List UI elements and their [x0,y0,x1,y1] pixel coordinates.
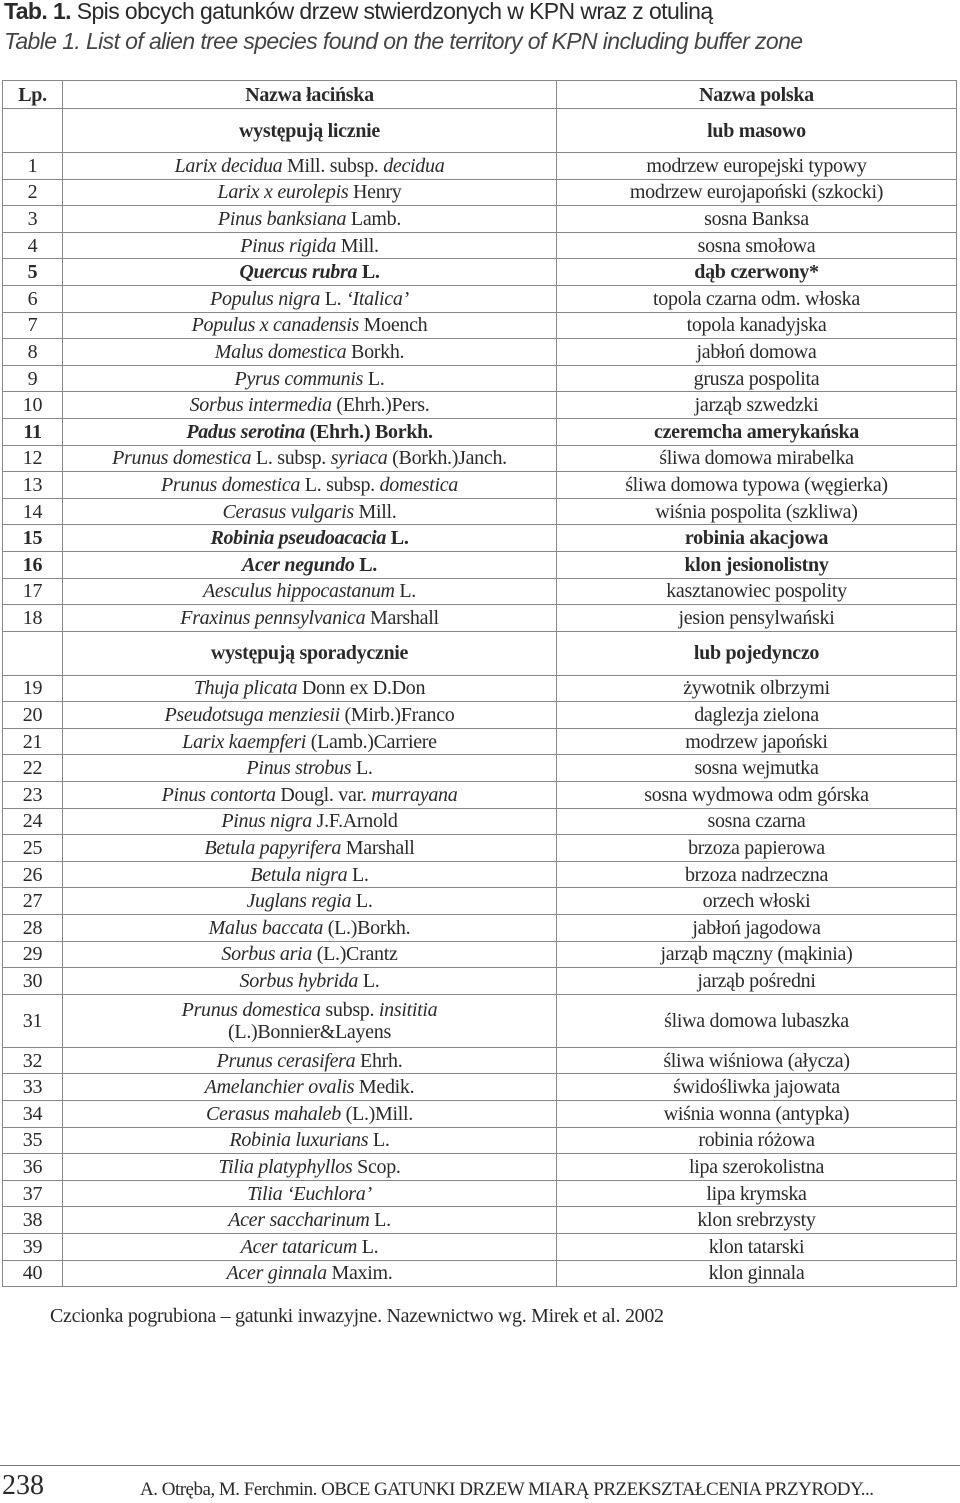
latin-name-italic-part: Aesculus hippocastanum [202,580,395,603]
row-number: 35 [3,1127,63,1154]
table-row [3,915,957,942]
polish-name: sosna smołowa [557,232,957,259]
polish-name: świdośliwka jajowata [557,1074,957,1101]
polish-name: modrzew eurojapoński (szkocki) [557,179,957,206]
latin-name-italic-part: Pinus rigida [240,234,337,257]
latin-name-author-part: Marshall [365,606,439,629]
table-row [3,551,957,578]
latin-name-author-part: L. [354,553,377,576]
polish-name: brzoza papierowa [557,835,957,862]
header-latin-name: Nazwa łacińska [63,81,557,109]
latin-name-author-part: L. [363,367,385,390]
polish-name: czeremcha amerykańska [557,418,957,445]
latin-name-italic-part: Larix x eurolepis [217,181,349,204]
polish-name: kasztanowiec pospolity [557,578,957,605]
latin-name-author-part: (L.)Bonnier&Layens [228,1020,391,1043]
latin-name-author-part: Donn ex D.Don [297,677,426,700]
latin-name-italic-part: Prunus domestica [112,447,252,470]
row-number: 21 [3,728,63,755]
latin-name-italic-part: Acer ginnala [226,1262,327,1285]
latin-name-italic-part: Sorbus aria [221,943,313,966]
latin-name-author-part: Scop. [352,1155,401,1178]
latin-name-author-part: (Lamb.)Carriere [306,730,437,753]
latin-name-italic-part: Larix decidua [174,154,283,177]
latin-name [63,675,557,702]
latin-name [63,179,557,206]
latin-name-italic-part: Padus serotina [186,420,305,443]
latin-name-italic-part: Prunus domestica [181,998,321,1021]
latin-name-italic-part: Sorbus hybrida [239,970,359,993]
latin-name-author-part: Marshall [341,837,415,860]
row-number: 1 [3,153,63,180]
latin-name-author-part: L. [351,757,373,780]
latin-name-italic-part: insititia [378,998,438,1021]
table-row [3,1154,957,1181]
polish-name: lipa szerokolistna [557,1154,957,1181]
running-title: A. Otręba, M. Ferchmin. OBCE GATUNKI DRZEW MIARĄ PRZEKSZTAŁCENIA PRZYRODY... [140,1479,874,1500]
row-number: 2 [3,179,63,206]
latin-name-italic-part: Pinus strobus [246,757,352,780]
section-polish-label: lub masowo [557,109,957,153]
table-row [3,1207,957,1234]
polish-name: daglezja zielona [557,702,957,729]
latin-name-italic-part: Betula papyrifera [204,837,342,860]
latin-name-author-part: Dougl. var. [275,783,372,806]
table-row [3,418,957,445]
table-row [3,179,957,206]
polish-name: klon jesionolistny [557,551,957,578]
latin-name-author-part: L. [368,1129,390,1152]
table-row [3,861,957,888]
polish-name: topola kanadyjska [557,312,957,339]
latin-name [63,861,557,888]
row-number: 30 [3,968,63,995]
row-number: 20 [3,702,63,729]
latin-name-italic-part: Malus domestica [214,340,347,363]
table-row [3,755,957,782]
row-number: 25 [3,835,63,862]
row-number: 12 [3,445,63,472]
polish-name: jabłoń jagodowa [557,915,957,942]
polish-name: jesion pensylwański [557,605,957,632]
table-row [3,578,957,605]
polish-name: śliwa wiśniowa (ałycza) [557,1047,957,1074]
latin-name [63,153,557,180]
latin-name-author-part: Lamb. [346,207,402,230]
latin-name-italic-part: Cerasus mahaleb [206,1102,341,1125]
latin-name [63,525,557,552]
table-caption-polish [4,0,713,25]
latin-name [63,392,557,419]
latin-name [63,968,557,995]
section-lp-empty [3,109,63,153]
latin-name [63,1233,557,1260]
table-row [3,941,957,968]
polish-name: grusza pospolita [557,365,957,392]
polish-name: jarząb szwedzki [557,392,957,419]
latin-name-italic-part: Robinia luxurians [229,1129,369,1152]
latin-name-italic-part: Juglans regia [246,890,352,913]
latin-name-italic-part: Populus x canadensis [191,314,359,337]
latin-name [63,888,557,915]
latin-name-italic-part: Pyrus communis [234,367,364,390]
latin-name-italic-part: Malus baccata [208,916,324,939]
table-row [3,782,957,809]
latin-name-author-part: (L.)Borkh. [323,916,411,939]
row-number: 24 [3,808,63,835]
polish-name: orzech włoski [557,888,957,915]
latin-name-author-part: Ehrh. [355,1049,403,1072]
table-row [3,285,957,312]
latin-name [63,472,557,499]
latin-name-author-part: Borkh. [346,340,405,363]
polish-name: śliwa domowa lubaszka [557,994,957,1047]
row-number: 5 [3,259,63,286]
latin-name-author-part: L. [369,1209,391,1232]
caption-title-pl: Spis obcych gatunków drzew stwierdzonych w KPN wraz z otuliną [76,0,713,24]
latin-name-author-part: (Mirb.)Franco [339,704,455,727]
latin-name-italic-part: decidua [383,154,445,177]
latin-name [63,1260,557,1287]
latin-name-author-part: L. [347,863,369,886]
table-row [3,312,957,339]
polish-name: modrzew japoński [557,728,957,755]
latin-name [63,782,557,809]
row-number: 36 [3,1154,63,1181]
latin-name-italic-part: Pinus contorta [161,783,276,806]
row-number: 16 [3,551,63,578]
polish-name: robinia różowa [557,1127,957,1154]
row-number: 14 [3,498,63,525]
latin-name [63,206,557,233]
latin-name [63,835,557,862]
latin-name-italic-part: syriaca [330,447,388,470]
table-row [3,206,957,233]
latin-name [63,728,557,755]
latin-name-author-part: Medik. [354,1076,415,1099]
latin-name-italic-part: Thuja plicata [193,677,298,700]
latin-name-author-part: (Borkh.)Janch. [387,447,507,470]
polish-name: lipa krymska [557,1180,957,1207]
latin-name [63,312,557,339]
polish-name: topola czarna odm. włoska [557,285,957,312]
polish-name: sosna wydmowa odm górska [557,782,957,809]
latin-name-italic-part: Larix kaempferi [182,730,307,753]
table-row [3,445,957,472]
latin-name-italic-part: Acer saccharinum [228,1209,370,1232]
latin-name [63,1101,557,1128]
latin-name-author-part: L. [357,261,380,284]
table-row [3,1074,957,1101]
species-table [2,80,957,1287]
table-row [3,525,957,552]
latin-name [63,445,557,472]
latin-name-author-part: L. [320,287,347,310]
latin-name-italic-part: Prunus domestica [161,473,301,496]
latin-name-italic-part: Tilia ‘Euchlora’ [247,1182,372,1205]
row-number: 37 [3,1180,63,1207]
table-row [3,232,957,259]
row-number: 34 [3,1101,63,1128]
polish-name: śliwa domowa typowa (węgierka) [557,472,957,499]
polish-name: jarząb pośredni [557,968,957,995]
row-number: 23 [3,782,63,809]
latin-name-author-part: L. [351,890,373,913]
table-row [3,498,957,525]
polish-name: jarząb mączny (mąkinia) [557,941,957,968]
section-lp-empty [3,631,63,675]
latin-name-author-part: Mill. [336,234,379,257]
row-number: 40 [3,1260,63,1287]
row-number: 9 [3,365,63,392]
latin-name-italic-part: Cerasus vulgaris [222,500,354,523]
latin-name [63,702,557,729]
latin-name-author-part: J.F.Arnold [311,810,398,833]
latin-name-author-part: L. subsp. [251,447,331,470]
latin-name [63,285,557,312]
latin-name-author-part: L. subsp. [300,473,380,496]
latin-name-author-part: (Ehrh.)Pers. [331,394,430,417]
section-latin-label: występują sporadycznie [63,631,557,675]
table-note: Czcionka pogrubiona – gatunki inwazyjne. Nazewnictwo wg. Mirek et al. 2002 [50,1305,664,1327]
table-row [3,153,957,180]
latin-name-italic-part: murrayana [371,783,458,806]
latin-name-author-part: (L.)Mill. [340,1102,413,1125]
latin-name [63,941,557,968]
table-row [3,259,957,286]
latin-name [63,915,557,942]
table-row [3,808,957,835]
row-number: 6 [3,285,63,312]
latin-name-author-part: L. [394,580,417,603]
table-row [3,1047,957,1074]
polish-name: wiśnia pospolita (szkliwa) [557,498,957,525]
table-row [3,994,957,1047]
latin-name [63,551,557,578]
row-number: 15 [3,525,63,552]
row-number: 32 [3,1047,63,1074]
row-number: 7 [3,312,63,339]
latin-name-italic-part: domestica [379,473,458,496]
table-row [3,365,957,392]
row-number: 28 [3,915,63,942]
latin-name [63,498,557,525]
latin-name [63,1154,557,1181]
latin-name-italic-part: Acer tataricum [240,1235,357,1258]
table-row [3,339,957,366]
section-polish-label: lub pojedynczo [557,631,957,675]
latin-name [63,605,557,632]
latin-name [63,418,557,445]
latin-name-italic-part: Robinia pseudoacacia [210,527,387,550]
row-number: 27 [3,888,63,915]
row-number: 8 [3,339,63,366]
latin-name-italic-part: Pinus banksiana [217,207,347,230]
latin-name [63,994,557,1047]
latin-name-italic-part: Amelanchier ovalis [204,1076,355,1099]
section-header-row [3,109,957,153]
latin-name-author-part: (L.)Crantz [312,943,398,966]
polish-name: dąb czerwony* [557,259,957,286]
latin-name [63,339,557,366]
latin-name-italic-part: Sorbus intermedia [189,394,332,417]
polish-name: sosna Banksa [557,206,957,233]
row-number: 19 [3,675,63,702]
row-number: 38 [3,1207,63,1234]
latin-name-author-part: L. [357,1235,379,1258]
row-number: 29 [3,941,63,968]
table-caption-english: Table 1. List of alien tree species found on the territory of KPN including buffer zone [4,28,803,54]
section-latin-label: występują licznie [63,109,557,153]
row-number: 17 [3,578,63,605]
row-number: 18 [3,605,63,632]
row-number: 13 [3,472,63,499]
table-row [3,472,957,499]
table-row [3,702,957,729]
latin-name-italic-part: Pinus nigra [221,810,312,833]
latin-name-author-part: Mill. subsp. [282,154,384,177]
row-number: 3 [3,206,63,233]
footer-rule [0,1465,960,1466]
latin-name-italic-part: Betula nigra [250,863,348,886]
page-number: 238 [2,1470,44,1501]
polish-name: klon tatarski [557,1233,957,1260]
row-number: 11 [3,418,63,445]
polish-name: żywotnik olbrzymi [557,675,957,702]
latin-name-italic-part: Prunus cerasifera [216,1049,356,1072]
table-row [3,968,957,995]
table-row [3,728,957,755]
latin-name [63,1074,557,1101]
table-row [3,1233,957,1260]
table-row [3,1260,957,1287]
polish-name: klon ginnala [557,1260,957,1287]
table-row [3,1127,957,1154]
polish-name: brzoza nadrzeczna [557,861,957,888]
table-row [3,675,957,702]
caption-label: Tab. 1. [4,0,71,24]
row-number: 31 [3,994,63,1047]
latin-name [63,755,557,782]
latin-name-italic-part: ‘Italica’ [346,287,409,310]
latin-name [63,1127,557,1154]
row-number: 26 [3,861,63,888]
latin-name-author-part: L. [358,970,380,993]
latin-name [63,1047,557,1074]
latin-name-author-part: subsp. [320,998,379,1021]
latin-name [63,259,557,286]
row-number: 10 [3,392,63,419]
latin-name-italic-part: Acer negundo [242,553,355,576]
polish-name: sosna czarna [557,808,957,835]
table-row [3,1101,957,1128]
latin-name-italic-part: Pseudotsuga menziesii [164,704,340,727]
polish-name: robinia akacjowa [557,525,957,552]
table-row [3,392,957,419]
polish-name: sosna wejmutka [557,755,957,782]
polish-name: klon srebrzysty [557,1207,957,1234]
latin-name-author-part: Maxim. [326,1262,393,1285]
latin-name-author-part: (Ehrh.) Borkh. [304,420,433,443]
polish-name: modrzew europejski typowy [557,153,957,180]
latin-name [63,232,557,259]
row-number: 33 [3,1074,63,1101]
latin-name-italic-part: Fraxinus pennsylvanica [180,606,366,629]
latin-name [63,1207,557,1234]
table-row [3,1180,957,1207]
latin-name-italic-part: Populus nigra [210,287,321,310]
latin-name-author-part: L. [386,527,409,550]
section-header-row [3,631,957,675]
header-polish-name: Nazwa polska [557,81,957,109]
polish-name: wiśnia wonna (antypka) [557,1101,957,1128]
row-number: 39 [3,1233,63,1260]
latin-name [63,1180,557,1207]
latin-name [63,365,557,392]
polish-name: jabłoń domowa [557,339,957,366]
latin-name-author-part: Mill. [353,500,397,523]
latin-name-author-part: Henry [348,181,402,204]
latin-name [63,578,557,605]
table-row [3,835,957,862]
row-number: 4 [3,232,63,259]
latin-name-italic-part: Quercus rubra [239,261,358,284]
latin-name-italic-part: Tilia platyphyllos [218,1155,353,1178]
table-header-row [3,81,957,109]
table-row [3,605,957,632]
table-row [3,888,957,915]
polish-name: śliwa domowa mirabelka [557,445,957,472]
header-lp: Lp. [3,81,63,109]
latin-name-author-part: Moench [358,314,428,337]
latin-name [63,808,557,835]
row-number: 22 [3,755,63,782]
